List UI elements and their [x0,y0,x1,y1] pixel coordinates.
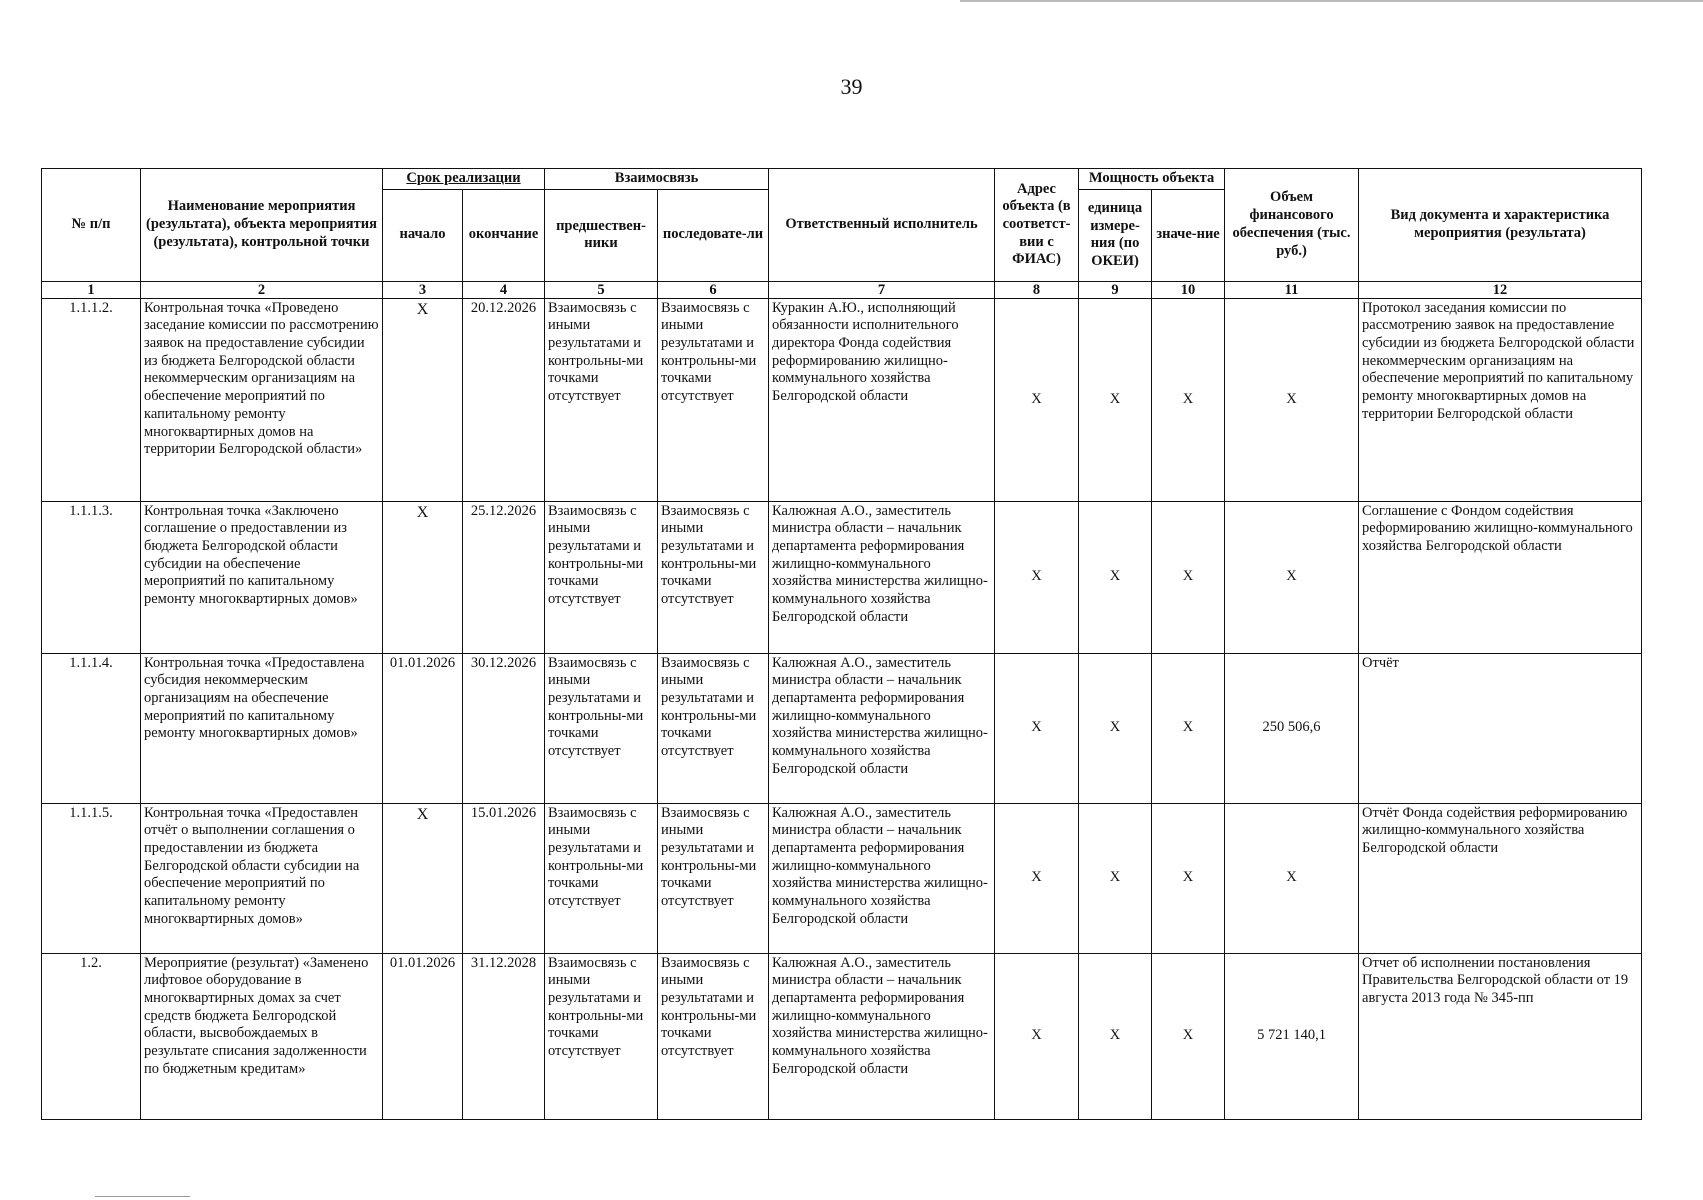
row-address: X [995,953,1079,1119]
row-document: Протокол заседания комиссии по рассмотрению заявок на предоставление субсидии из бюджета Белгородской области некоммерческим организациям на обеспечение мероприятий по капитальному ремонту многоквартирных домов на территории Белгородской области [1359,298,1642,501]
col-number: 1 [42,281,141,298]
col-number: 3 [383,281,463,298]
row-finance: X [1225,803,1359,953]
row-predecessors: Взаимосвязь с иными результатами и контрольны-ми точками отсутствует [545,803,658,953]
row-responsible: Куракин А.Ю., исполняющий обязанности исполнительного директора Фонда содействия реформированию жилищно-коммунального хозяйства Белгородской области [769,298,995,501]
table-row [42,653,1642,803]
header-name: Наименование мероприятия (результата), объекта мероприятия (результата), контрольной точки [141,169,383,282]
row-predecessors: Взаимосвязь с иными результатами и контрольны-ми точками отсутствует [545,298,658,501]
row-name: Контрольная точка «Предоставлен отчёт о выполнении соглашения о предоставлении из бюджета Белгородской области субсидии на обеспечение мероприятий по капитальному ремонту многоквартирных домов» [141,803,383,953]
row-address: X [995,653,1079,803]
bottom-scan-rule [95,1196,190,1197]
row-unit: X [1079,653,1152,803]
col-number: 6 [658,281,769,298]
col-number: 7 [769,281,995,298]
header-capacity-group: Мощность объекта [1079,169,1225,190]
header-responsible: Ответственный исполнитель [769,169,995,282]
row-end: 31.12.2028 [463,953,545,1119]
row-document: Соглашение с Фондом содействия реформированию жилищно-коммунального хозяйства Белгородской области [1359,501,1642,653]
row-address: X [995,298,1079,501]
row-end: 20.12.2026 [463,298,545,501]
row-predecessors: Взаимосвязь с иными результатами и контрольны-ми точками отсутствует [545,953,658,1119]
row-address: X [995,501,1079,653]
row-name: Контрольная точка «Заключено соглашение о предоставлении из бюджета Белгородской области субсидии на обеспечение мероприятий по капитальному ремонту многоквартирных домов» [141,501,383,653]
row-responsible: Калюжная А.О., заместитель министра области – начальник департамента реформирования жилищно-коммунального хозяйства министерства жилищно-коммунального хозяйства Белгородской области [769,501,995,653]
col-number: 4 [463,281,545,298]
top-scan-rule [960,0,1703,2]
row-finance: 5 721 140,1 [1225,953,1359,1119]
row-unit: X [1079,953,1152,1119]
row-start: 01.01.2026 [383,953,463,1119]
row-start: 01.01.2026 [383,653,463,803]
header-unit: единица измере-ния (по ОКЕИ) [1079,189,1152,281]
row-name: Контрольная точка «Проведено заседание комиссии по рассмотрению заявок на предоставление субсидии из бюджета Белгородской области некоммерческим организациям на обеспечение мероприятий по капитальному ремонту многоквартирных домов на территории Белгородской области» [141,298,383,501]
row-name: Контрольная точка «Предоставлена субсидия некоммерческим организациям на обеспечение мероприятий по капитальному ремонту многоквартирных домов» [141,653,383,803]
header-end: окончание [463,189,545,281]
header-finance: Объем финансового обеспечения (тыс. руб.) [1225,169,1359,282]
row-successors: Взаимосвязь с иными результатами и контрольны-ми точками отсутствует [658,501,769,653]
row-successors: Взаимосвязь с иными результатами и контрольны-ми точками отсутствует [658,298,769,501]
row-responsible: Калюжная А.О., заместитель министра области – начальник департамента реформирования жилищно-коммунального хозяйства министерства жилищно-коммунального хозяйства Белгородской области [769,653,995,803]
table-row [42,501,1642,653]
row-finance: 250 506,6 [1225,653,1359,803]
row-predecessors: Взаимосвязь с иными результатами и контрольны-ми точками отсутствует [545,501,658,653]
row-address: X [995,803,1079,953]
table-row [42,803,1642,953]
table-row [42,953,1642,1119]
row-value: X [1152,803,1225,953]
header-address: Адрес объекта (в соответст-вии с ФИАС) [995,169,1079,282]
row-finance: X [1225,298,1359,501]
row-successors: Взаимосвязь с иными результатами и контрольны-ми точками отсутствует [658,953,769,1119]
implementation-plan-table [41,168,1642,1120]
row-end: 30.12.2026 [463,653,545,803]
row-name: Мероприятие (результат) «Заменено лифтовое оборудование в многоквартирных домах за счет средств бюджета Белгородской области, высвобождаемых в результате списания задолженности по бюджетным кредитам» [141,953,383,1119]
row-start: X [383,501,463,653]
header-predecessors: предшествен-ники [545,189,658,281]
col-number: 11 [1225,281,1359,298]
column-numbers-row [42,281,1642,298]
row-end: 15.01.2026 [463,803,545,953]
row-responsible: Калюжная А.О., заместитель министра области – начальник департамента реформирования жилищно-коммунального хозяйства министерства жилищно-коммунального хозяйства Белгородской области [769,803,995,953]
header-successors: последовате-ли [658,189,769,281]
header-start: начало [383,189,463,281]
row-unit: X [1079,501,1152,653]
page-number: 39 [840,74,863,99]
header-link-group: Взаимосвязь [545,169,769,190]
row-start: X [383,298,463,501]
row-successors: Взаимосвязь с иными результатами и контрольны-ми точками отсутствует [658,803,769,953]
header-doc: Вид документа и характеристика мероприятия (результата) [1359,169,1642,282]
row-successors: Взаимосвязь с иными результатами и контрольны-ми точками отсутствует [658,653,769,803]
row-num: 1.2. [42,953,141,1119]
row-end: 25.12.2026 [463,501,545,653]
row-num: 1.1.1.2. [42,298,141,501]
row-num: 1.1.1.3. [42,501,141,653]
row-value: X [1152,653,1225,803]
header-term-group: Срок реализации [383,169,545,190]
col-number: 9 [1079,281,1152,298]
header-num: № п/п [42,169,141,282]
row-predecessors: Взаимосвязь с иными результатами и контрольны-ми точками отсутствует [545,653,658,803]
row-value: X [1152,501,1225,653]
col-number: 8 [995,281,1079,298]
col-number: 12 [1359,281,1642,298]
row-num: 1.1.1.4. [42,653,141,803]
row-finance: X [1225,501,1359,653]
row-start: X [383,803,463,953]
row-document: Отчёт Фонда содействия реформированию жилищно-коммунального хозяйства Белгородской области [1359,803,1642,953]
row-value: X [1152,953,1225,1119]
row-num: 1.1.1.5. [42,803,141,953]
row-unit: X [1079,803,1152,953]
table-row [42,298,1642,501]
row-value: X [1152,298,1225,501]
col-number: 2 [141,281,383,298]
row-responsible: Калюжная А.О., заместитель министра области – начальник департамента реформирования жилищно-коммунального хозяйства министерства жилищно-коммунального хозяйства Белгородской области [769,953,995,1119]
row-document: Отчет об исполнении постановления Правительства Белгородской области от 19 августа 2013 года № 345-пп [1359,953,1642,1119]
header-value: значе-ние [1152,189,1225,281]
col-number: 5 [545,281,658,298]
col-number: 10 [1152,281,1225,298]
row-document: Отчёт [1359,653,1642,803]
row-unit: X [1079,298,1152,501]
